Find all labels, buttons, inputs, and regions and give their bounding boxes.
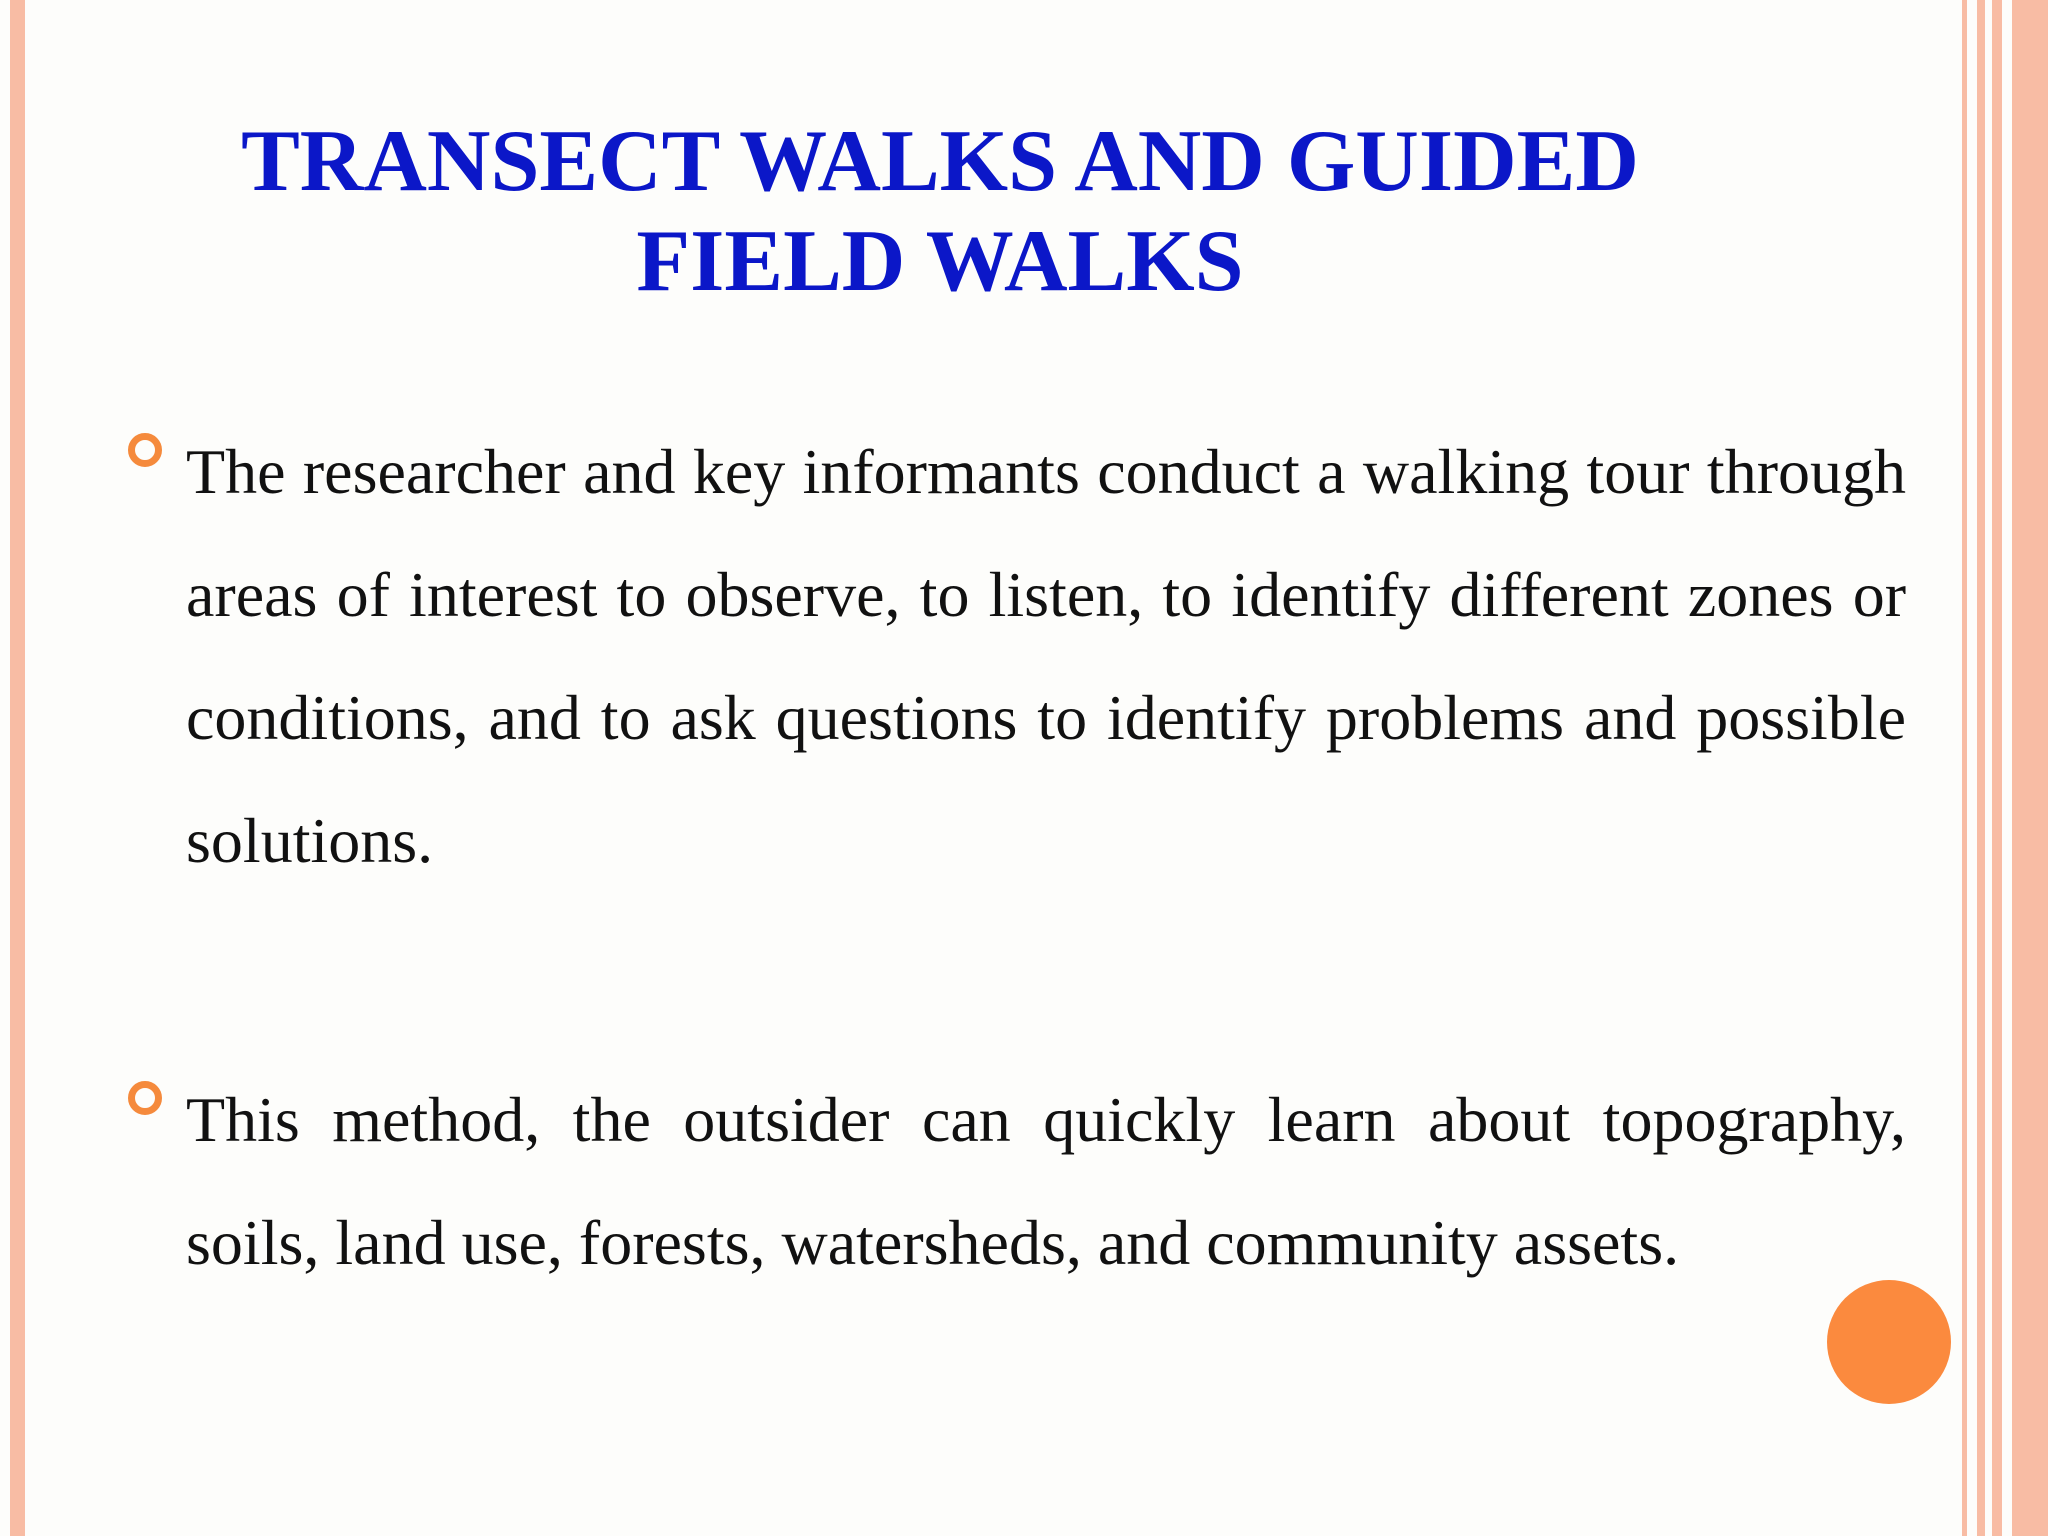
bullet-text: This method, the outsider can quickly learn about topography, soils, land use, forests, watersheds, and community assets. — [186, 1084, 1906, 1278]
slide-title — [140, 112, 1740, 312]
right-border-stripe — [1962, 0, 1967, 1536]
bullet-text: The researcher and key informants conduct a walking tour through areas of interest to observe, to listen, to identify different zones or conditions, and to ask questions to identify problems and possible solutions. — [186, 436, 1906, 876]
right-border-stripe — [1992, 0, 2002, 1536]
ring-bullet-icon — [128, 1081, 162, 1115]
right-border-stripe — [1977, 0, 1985, 1536]
bullet-item — [126, 1058, 1906, 1304]
left-border-stripe — [10, 0, 25, 1536]
right-border-stripe — [2012, 0, 2048, 1536]
bullet-list — [126, 410, 1906, 1304]
ring-bullet-icon — [128, 433, 162, 467]
slide-title-line: TRANSECT WALKS AND GUIDED — [241, 113, 1639, 210]
bullet-item — [126, 410, 1906, 902]
slide-title-line: FIELD WALKS — [636, 213, 1244, 310]
decorative-orange-circle — [1827, 1280, 1951, 1404]
